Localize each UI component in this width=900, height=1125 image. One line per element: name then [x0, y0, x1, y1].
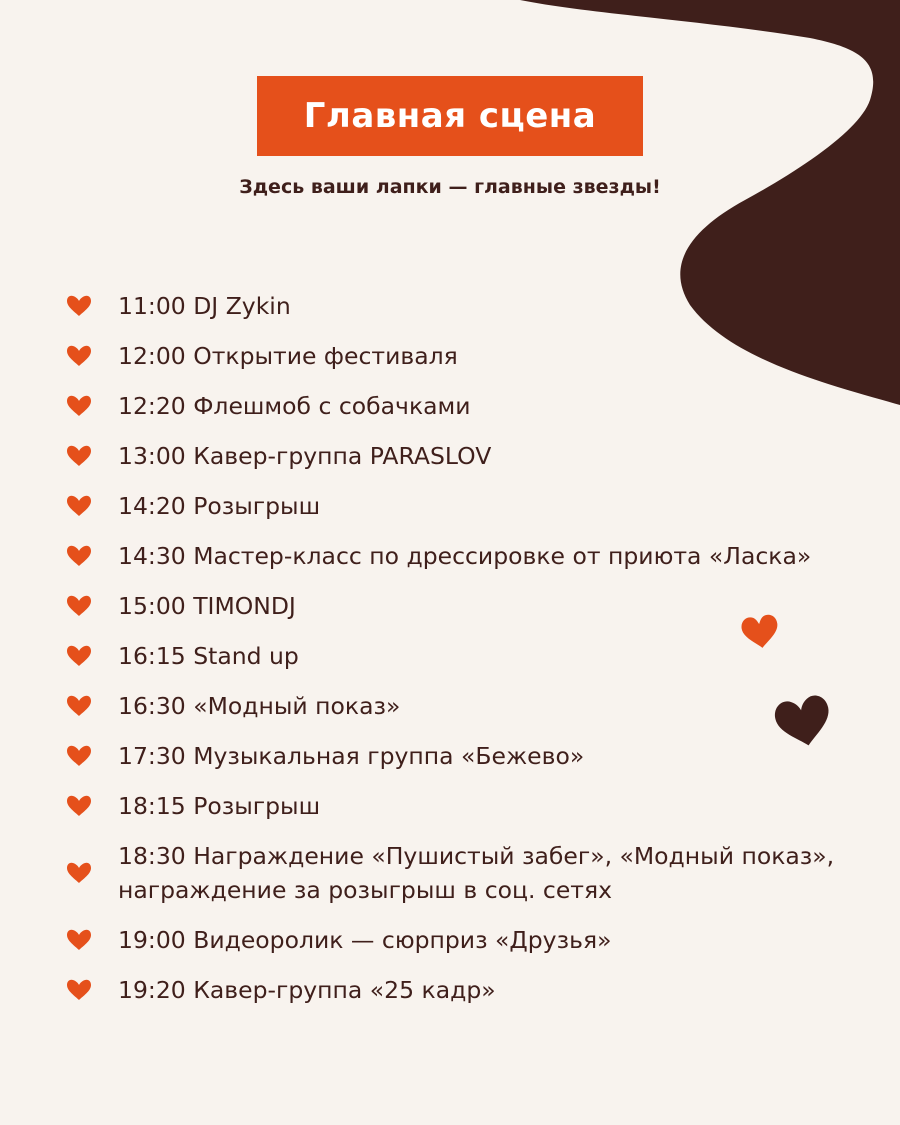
schedule-item	[66, 589, 886, 623]
schedule-item-line: 13:00 Кавер-группа PARASLOV	[118, 442, 492, 470]
heart-icon	[66, 294, 92, 318]
stage-title-banner	[257, 76, 643, 156]
schedule-item-line: 16:15 Stand up	[118, 642, 299, 670]
schedule-item-line: 15:00 TIMONDJ	[118, 592, 296, 620]
schedule-item-text	[118, 439, 491, 473]
heart-icon	[66, 928, 92, 952]
schedule-item	[66, 539, 886, 573]
schedule-item-text	[118, 973, 496, 1007]
schedule-item	[66, 639, 886, 673]
heart-icon	[66, 794, 92, 818]
heart-icon	[66, 744, 92, 768]
schedule-item-line: 11:00 DJ Zykin	[118, 292, 291, 320]
schedule-item-text	[118, 539, 811, 573]
schedule-item-line: 19:20 Кавер-группа «25 кадр»	[118, 976, 496, 1004]
schedule-item	[66, 439, 886, 473]
schedule-item-text	[118, 689, 400, 723]
schedule-item-text	[118, 739, 584, 773]
schedule-item	[66, 973, 886, 1007]
schedule-item-text	[118, 923, 611, 957]
schedule-item	[66, 839, 886, 907]
schedule-item-text	[118, 389, 471, 423]
schedule-item-line: 16:30 «Модный показ»	[118, 692, 401, 720]
schedule-item	[66, 389, 886, 423]
schedule-item-text	[118, 339, 458, 373]
schedule-item-line: 14:30 Мастер-класс по дрессировке от приюта «Ласка»	[118, 542, 812, 570]
schedule-item-line: 18:30 Награждение «Пушистый забег», «Модный показ»,	[118, 842, 835, 870]
schedule-item	[66, 339, 886, 373]
heart-icon	[66, 544, 92, 568]
schedule-item-text	[118, 289, 291, 323]
schedule-item	[66, 489, 886, 523]
heart-icon	[66, 694, 92, 718]
heart-icon	[66, 344, 92, 368]
heart-icon	[66, 494, 92, 518]
heart-icon	[66, 644, 92, 668]
schedule-item	[66, 739, 886, 773]
schedule-item	[66, 923, 886, 957]
schedule-item-line: 17:30 Музыкальная группа «Бежево»	[118, 742, 585, 770]
schedule-item-text	[118, 839, 834, 907]
schedule-item-line: 12:00 Открытие фестиваля	[118, 342, 458, 370]
schedule-item-text	[118, 789, 320, 823]
page-title: Главная сцена	[303, 96, 597, 136]
schedule-item	[66, 289, 886, 323]
heart-icon	[66, 394, 92, 418]
heart-icon	[66, 444, 92, 468]
page-subtitle: Здесь ваши лапки — главные звезды!	[239, 176, 661, 198]
heart-icon	[66, 861, 92, 885]
schedule-item-line: 14:20 Розыгрыш	[118, 492, 321, 520]
schedule-item	[66, 689, 886, 723]
schedule-item-line: награждение за розыгрыш в соц. сетях	[118, 876, 613, 904]
schedule-item-text	[118, 489, 320, 523]
schedule-item	[66, 789, 886, 823]
schedule-item-line: 18:15 Розыгрыш	[118, 792, 321, 820]
schedule-item-line: 12:20 Флешмоб с собачками	[118, 392, 471, 420]
schedule-item-text	[118, 639, 299, 673]
heart-icon	[66, 978, 92, 1002]
schedule-item-text	[118, 589, 296, 623]
heart-icon	[66, 594, 92, 618]
schedule-item-line: 19:00 Видеоролик — сюрприз «Друзья»	[118, 926, 612, 954]
